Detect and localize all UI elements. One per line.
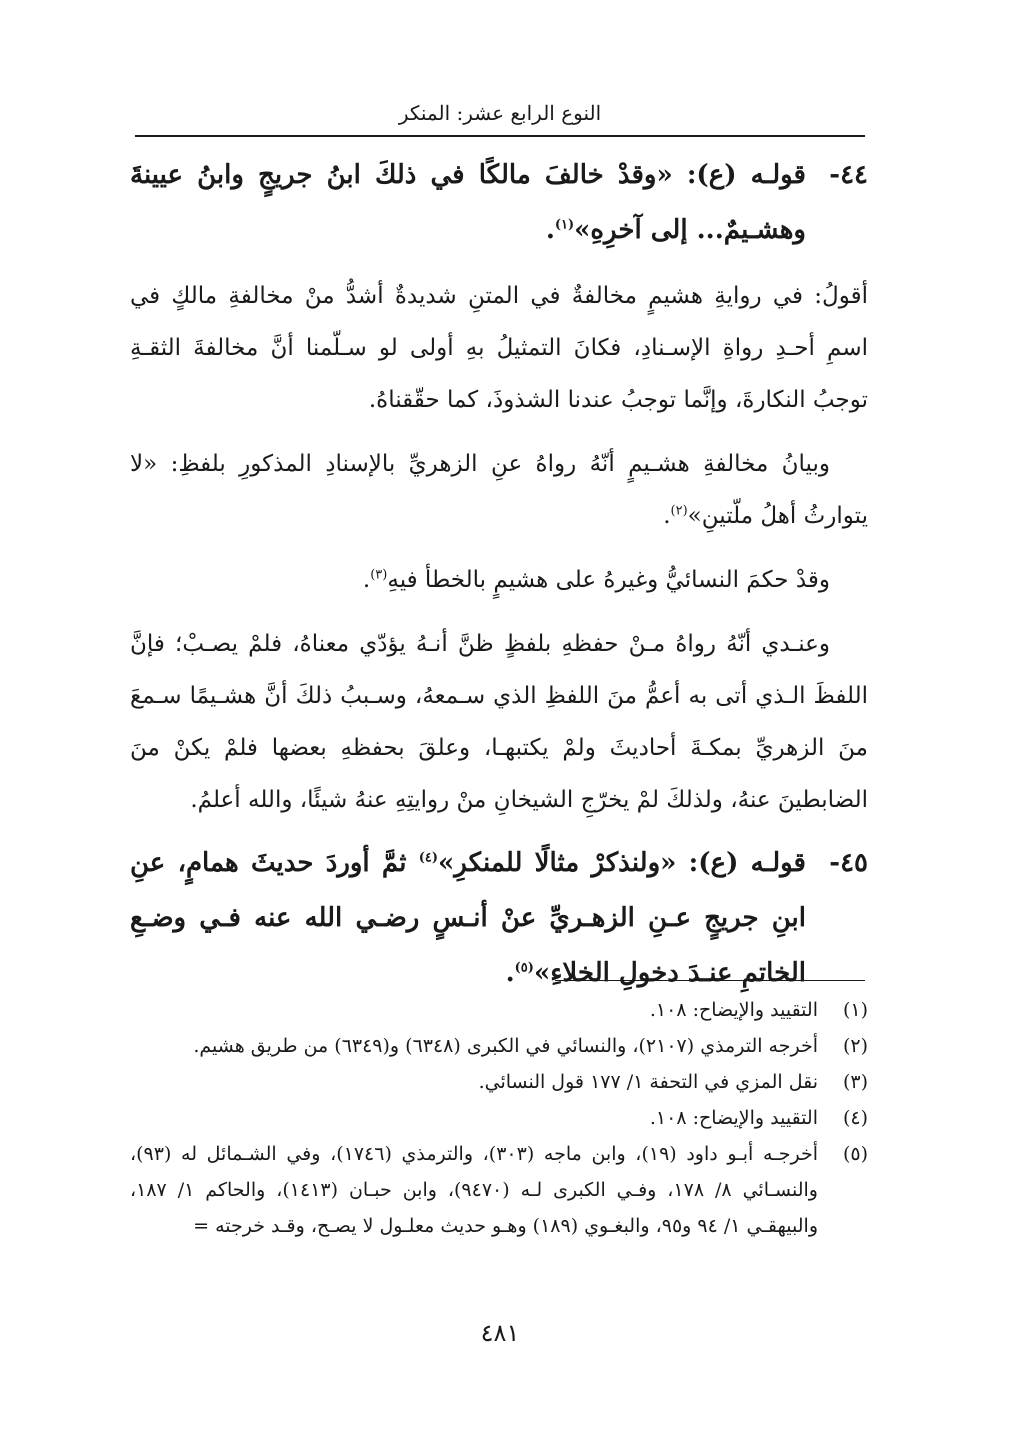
footnote-rule <box>555 980 865 981</box>
paragraph-end-mark: . <box>663 503 671 529</box>
header-rule <box>135 135 865 137</box>
footnote-ref-3[interactable]: (٣) <box>370 567 388 583</box>
entry-45 <box>130 836 868 1001</box>
paragraph-text: وقدْ حكمَ النسائيُّ وغيرهُ على هشيمٍ بالخطأ فيهِ <box>387 567 830 593</box>
page-number: ٤٨١ <box>480 1319 520 1347</box>
footnotes <box>130 992 868 1244</box>
footnote-ref-1[interactable]: (١) <box>554 217 575 233</box>
entry-quote <box>130 148 806 258</box>
footnote-number: (٤) <box>842 1107 868 1129</box>
footnote <box>130 1064 868 1100</box>
footnote-text: أخرجه الترمذي (٢١٠٧)، والنسائي في الكبرى (٦٣٤٨) و(٦٣٤٩) من طريق هشيم. <box>193 1035 818 1057</box>
footnote-number: (٢) <box>842 1035 868 1057</box>
paragraph-end-mark: . <box>362 567 371 593</box>
entry-quote-text: قولـه (ع): «وقدْ خالفَ مالكًا في ذلكَ ابنُ جريجٍ وابنُ عيينةَ وهشـيمٌ... إلى آخرِهِ» <box>130 160 806 245</box>
commentary-paragraph: وعنـدي أنّهُ رواهُ مـنْ حفظهِ بلفظٍ ظنَّ أنـهُ يؤدّي معناهُ، فلمْ يصـبْ؛ فإنَّ اللفظَ الـذي أتى به أعمُّ منَ اللفظِ الذي سـمعهُ، وسـببُ ذلكَ أنَّ هشـيمًا سـمعَ منَ الزهريِّ بمكـةَ أحاديثَ ولمْ يكتبهـا، وعلقَ بحفظهِ بعضها فلمْ يكنْ منَ الضابطينَ عنهُ، ولذلكَ لمْ يخرّجِ الشيخانِ منْ روايتِهِ عنهُ شيئًا، والله أعلمُ. <box>130 631 868 813</box>
commentary-paragraph <box>130 554 868 606</box>
paragraph-text: وبيانُ مخالفةِ هشـيمٍ أنّهُ رواهُ عنِ الزهريِّ بالإسنادِ المذكورِ بلفظِ: «لا يتوارثُ أهلُ ملّتينِ» <box>130 451 868 529</box>
footnote-ref-5[interactable]: (٥) <box>514 960 534 976</box>
footnote-ref-2[interactable]: (٢) <box>670 503 688 519</box>
footnote-number: (٣) <box>842 1071 868 1093</box>
entry-end-mark: . <box>505 958 515 988</box>
commentary-paragraph <box>130 438 868 542</box>
entry-number: ٤٤- <box>829 160 868 190</box>
entry-quote <box>130 836 806 1001</box>
entry-end-mark: . <box>545 215 555 245</box>
footnote-text: أخرجـه أبـو داود (١٩)، وابن ماجه (٣٠٣)، والترمذي (١٧٤٦)، وفي الشـمائل له (٩٣)، والنسـائي ٨/ ١٧٨، وفـي الكبرى لـه (٩٤٧٠)، وابن حبـان (١٤١٣)، والحاكم ١/ ١٨٧، والبيهقـي ١/ ٩٤ و٩٥، والبغـوي (١٨٩) وهـو حديث معلـول لا يصـح، وقـد خرجته = <box>130 1143 818 1237</box>
footnote-text: التقييد والإيضاح: ١٠٨. <box>649 999 818 1021</box>
footnote <box>130 1136 868 1244</box>
main-text <box>130 148 868 1001</box>
footnote <box>130 1028 868 1064</box>
footnote <box>130 992 868 1028</box>
footnote-text: نقل المزي في التحفة ١/ ١٧٧ قول النسائي. <box>478 1071 818 1093</box>
entry-number: ٤٥- <box>829 848 868 878</box>
entry-quote-text: ثمَّ أوردَ حديثَ همامٍ، عنِ ابنِ جريجٍ عـنِ الزهـريِّ عنْ أنـسٍ رضـي الله عنه فـي وضـعِ الخاتمِ عنـدَ دخولِ الخلاءِ» <box>130 848 806 988</box>
footnote-number: (٥) <box>842 1143 868 1165</box>
footnote-text: التقييد والإيضاح: ١٠٨. <box>649 1107 818 1129</box>
footnote-number: (١) <box>842 999 868 1021</box>
running-head: النوع الرابع عشر: المنكر <box>398 101 602 125</box>
commentary-paragraph: أقولُ: في روايةِ هشيمٍ مخالفةٌ في المتنِ شديدةٌ أشدُّ منْ مخالفةِ مالكٍ في اسمِ أحـدِ رواةِ الإسـنادِ، فكانَ التمثيلُ بهِ أولى لو سـلّمنا أنَّ مخالفةَ الثقـةِ توجبُ النكارةَ، وإنَّما توجبُ عندنا الشذوذَ، كما حقّقناهُ. <box>130 283 868 413</box>
footnote <box>130 1100 868 1136</box>
entry-quote-text: قولـه (ع): «ولنذكرْ مثالًا للمنكرِ» <box>438 848 806 878</box>
footnote-ref-4[interactable]: (٤) <box>418 850 439 866</box>
entry-44 <box>130 148 868 258</box>
